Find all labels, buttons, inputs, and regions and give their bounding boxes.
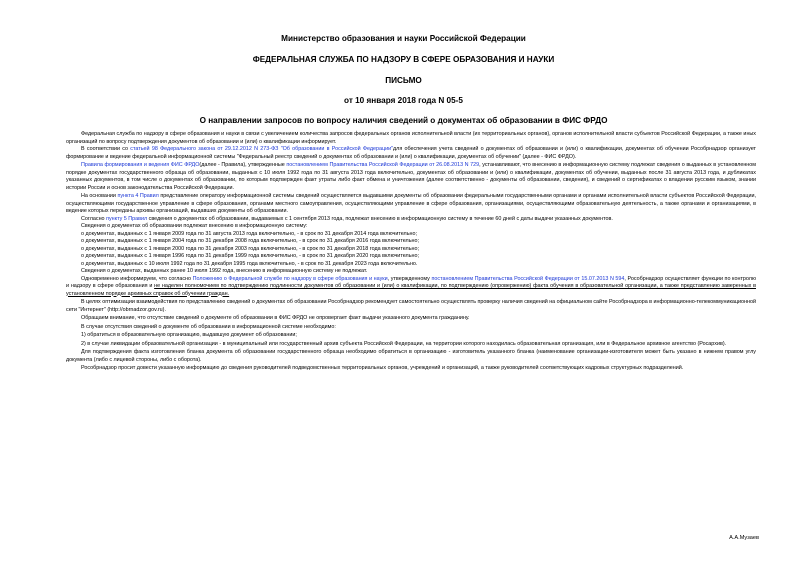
regulation-link[interactable]: Положению о Федеральной службе по надзору в сфере образования и науки <box>192 275 388 282</box>
list-item: о документах, выданных с 1 января 2000 года по 31 декабря 2003 года включительно, - в срок по 31 декабря 2018 года включительно; <box>81 245 419 252</box>
paragraph: Сведения о документах, выданных ранее 10 июля 1992 года, внесению в информационную систему не подлежат. <box>81 268 368 274</box>
list-item: о документах, выданных с 1 января 1996 года по 31 декабря 1999 года включительно, - в срок по 31 декабря 2020 года включительно; <box>81 253 419 259</box>
paragraph: Рособрнадзор просит довести указанную информацию до сведения руководителей подведомственных территориальных органов, учреждений и организаций, а также руководителей соответствующих кадровых структурных подразделений. <box>81 365 684 371</box>
paragraph: 2) в случае ликвидации образовательной организации - в муниципальный или государственный архив субъекта Российской Федерации, на территории которого находилась образовательная организация, или в Федеральное архивное агентство (Росархив). <box>81 340 727 347</box>
underlined-text: не наделен полномочием по подтверждению подлинности документов об образовании и (или) о квалификации, по подтверждению (опровержению) факта обучения в образовательной организации, а также представлению заверенных в установленном порядке архивных справок об обучении граждан. <box>66 283 756 297</box>
paragraph-text: Согласно <box>81 215 107 222</box>
paragraph: В целях оптимизации взаимодействия по представлению сведений о документах об образовании Рособрнадзор рекомендует самостоятельно осуществлять проверку наличия сведений на официальном сайте Рособрнадзора в информационно-телекоммуникационной сети "Интернет" (http://obrnadzor.gov.ru). <box>66 299 756 313</box>
paragraph-text: для обеспечения учета сведений о документах об образовании и (или) о квалификации, документах об обучении Рособрнадзор организует формирование и ведение федеральной информационной системы "Федеральный реестр сведений о документах об образовании и (или) о квалификации, документах об обучении" (далее - ФИС ФРДО). <box>66 146 757 160</box>
paragraph <box>66 146 756 161</box>
list-item: о документах, выданных с 1 января 2009 года по 31 августа 2013 года включительно, - в срок по 31 декабря 2014 года включительно; <box>81 230 417 237</box>
document-type: ПИСЬМО <box>385 76 422 85</box>
rules-clause-4-link[interactable]: пункта 4 Правил <box>117 193 159 199</box>
paragraph-text: представление оператору информационной системы сведений осуществляется выдавшими документы об образовании федеральными государственными органами и органами исполнительной власти субъектов Российской Федерации, осуществляющими государственное управление в сфере образования, органами местного самоуправления, осуществляющими управление в сфере образования, организациями, осуществляющими образовательную деятельность, а также органами и организациями, в ведение которых переданы архивы организаций, выдавших документы об образовании. <box>66 193 756 214</box>
paragraph-text: , утвержденному <box>387 275 432 282</box>
paragraph-text: Одновременно информируем, что согласно <box>81 275 193 282</box>
document-date-number: от 10 января 2018 года N 05-5 <box>344 96 463 105</box>
rules-link[interactable]: Правила формирования и ведения ФИС ФРДО <box>81 162 200 168</box>
paragraph-text: (далее - Правила), утвержденные <box>199 162 287 168</box>
paragraph: Обращаем внимание, что отсутствие сведений о документе об образовании в ФИС ФРДО не опровергает факт выдачи указанного документа гражданину. <box>81 315 470 321</box>
document-subject: О направлении запросов по вопросу наличия сведений о документах об образовании в ФИС ФРДО <box>199 116 608 125</box>
paragraph: В случае отсутствия сведений о документе об образовании в информационной системе необходимо: <box>81 323 336 330</box>
paragraph-text: сведения о документах об образовании, выдаваемых с 1 сентября 2013 года, подлежат внесению в информационную систему в течение 60 дней с даты выдачи указанных документов. <box>147 215 613 222</box>
government-decree-594-link[interactable]: постановлением Правительства Российской Федерации от 15.07.2013 N 594 <box>431 275 625 282</box>
signature: А.А.Музаев <box>729 535 759 541</box>
government-decree-729-link[interactable]: постановлением Правительства Российской Федерации от 26.08.2013 N 729 <box>286 162 480 168</box>
law-article-link[interactable]: статьей 98 Федерального закона от 29.12.2012 N 273-ФЗ "Об образовании в Российской Федерации" <box>130 146 394 152</box>
paragraph: Сведения о документах об образовании подлежат внесению в информационную систему: <box>81 223 308 229</box>
rules-clause-5-link[interactable]: пункту 5 Правил <box>106 215 148 222</box>
paragraph: 1) обратиться в образовательную организацию, выдавшую документ об образовании; <box>81 332 297 338</box>
paragraph-text: На основании <box>81 193 118 199</box>
paragraph <box>66 276 756 299</box>
letter-body <box>66 131 756 373</box>
service-title: ФЕДЕРАЛЬНАЯ СЛУЖБА ПО НАДЗОРУ В СФЕРЕ ОБРАЗОВАНИЯ И НАУКИ <box>252 55 555 64</box>
paragraph: Для подтверждения факта изготовления бланка документа об образовании государственного образца необходимо обратиться в организацию - изготовитель указанного бланка (наименование организации-изготовителя может быть указано в нижнем правом углу документа (либо с лицевой стороны, либо с оборота). <box>66 349 756 363</box>
list-item: о документах, выданных с 1 января 2004 года по 31 декабря 2008 года включительно, - в срок по 31 декабря 2016 года включительно; <box>81 238 419 244</box>
ministry-title: Министерство образования и науки Российской Федерации <box>281 34 526 43</box>
list-item: о документах, выданных с 10 июля 1992 года по 31 декабря 1995 года включительно, - в срок по 31 декабря 2023 года включительно. <box>81 260 418 267</box>
paragraph-text: , Рособрнадзор осуществляет функции по контролю и надзору в сфере образования и <box>66 275 756 289</box>
paragraph <box>66 162 756 192</box>
paragraph-text: В соответствии со <box>81 146 131 152</box>
paragraph: Федеральная служба по надзору в сфере образования и науки в связи с увеличением количества запросов федеральных органов исполнительной власти (их территориальных органов), органов исполнительной власти субъектов Российской Федерации, а также иных организаций по вопросу подтверждения документов об образовании и (или) о квалификации информирует. <box>66 131 756 145</box>
paragraph <box>66 193 756 216</box>
paragraph-text: , устанавливают, что внесению в информационную систему подлежат сведения о выданных в установленном порядке документах государственного образца об образовании, выданных с 10 июля 1992 года по 31 августа 2013 года включительно, документах об образовании и (или) о квалификации, документах об обучении, выданных после 31 августа 2013 года, и дубликатах указанных документов, в том числе о документах об образовании, по которым подтвержден факт утраты либо факт обмена и уничтожения (далее соответственно - документы об образовании, сведения), и сведений о сертификатах о владении русским языком, знании истории России и основ законодательства Российской Федерации. <box>66 162 756 191</box>
paragraph <box>66 216 756 224</box>
